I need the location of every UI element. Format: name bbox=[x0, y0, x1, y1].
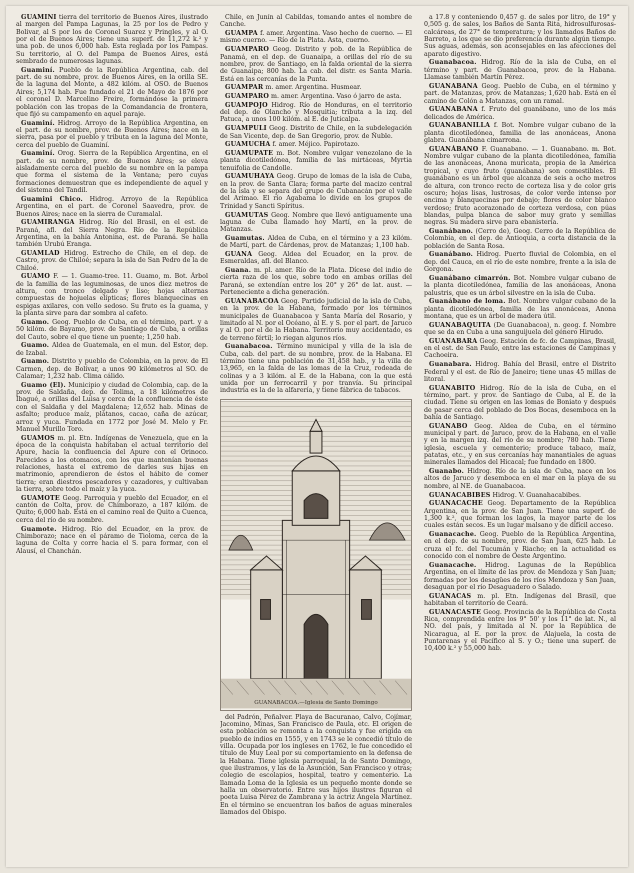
entry-text: Hidrog. Arroyo de la República Argentina, en el part. de Coronel Saavedra, prov. de Buenos Aires; nace en la sierra de Curamalal. bbox=[16, 195, 208, 218]
entry-headword: GUAMPOJO bbox=[225, 101, 268, 109]
entry-headword: GUANABANA bbox=[429, 106, 478, 114]
entry-text: Geog. Pueblo de la República Argentina, en el dep. de su nombre, prov. de San Juan, 625 hab. Le cruza el fc. del Tucumán y Riacho; en la actualidad es conocido con el nombre de Oeste Argentino. bbox=[424, 531, 616, 561]
dictionary-entry bbox=[424, 609, 616, 653]
dictionary-entry bbox=[16, 219, 208, 248]
entry-headword: GUANABANILLA bbox=[429, 122, 491, 130]
entry-headword: GUAMOTE bbox=[21, 494, 60, 502]
dictionary-entry bbox=[16, 435, 208, 494]
dictionary-entry bbox=[424, 385, 616, 422]
dictionary-entry bbox=[424, 361, 616, 383]
dictionary-entry bbox=[424, 593, 616, 608]
entry-text: Geog. Pueblo de Cuba, en el término y part. de Matanzas, prov. de Matanzas; 1,620 hab. Está en el camino de Colón a Matanzas, con un ramal. bbox=[424, 82, 616, 105]
entry-text: Hidrog. Río de la isla de Cuba, en el término, part. y prov. de Santiago de Cuba, al E. de la ciudad. Tiene su origen en las lomas de Boniato y después de pasar cerca del poblado de Dos Bocas, desemboca en la bahía de Santiago. bbox=[424, 384, 616, 421]
entry-text: Hidrog. Río del Brasil, en el est. de Paraná, afl. del Sierra Negra. Río de la República Argentina, en la bahía Antonina, est. de Paraná. Se halla también Urubú Eranga. bbox=[16, 219, 208, 249]
dictionary-entry bbox=[424, 146, 616, 227]
dictionary-entry bbox=[16, 319, 208, 341]
entry-headword: Guanabacoa. bbox=[429, 59, 477, 67]
entry-text: Distrito y pueblo de Colombia, en la prov. de El Carmen, dep. de Bolívar, a unos 90 kilómetros al SO. de Calamar; 1,232 hab. Clima cálido. bbox=[16, 358, 208, 381]
entry-text: Geog. Pueblo de Cuba, en el término, part. y a 50 kilóm. de Bayamo, prov. de Santiago de Cuba, a orillas del Cauto, sobre el que tiene un puente; 1,250 hab. bbox=[16, 318, 208, 341]
entry-text: m. pl. amer. Río de la Plata. Dícese del indio de cierta raza de los que, sobre todo en ambas orillas del Paraná, se extendían entre los 20° y 26° de lat. aust. — Perteneciente a dicha generación. bbox=[220, 267, 412, 297]
entry-text: m. Bot. Nombre vulgar venezolano de la planta dicotiledónea, familia de las mirtáceas, Myrtia tenuifolia de Candolle. bbox=[220, 149, 412, 172]
entry-headword: GUAMUPATE bbox=[225, 149, 274, 157]
entry-text: Geog. Departamento de la República Argentina, en la prov. de San Juan. Tiene una superf. de 1,300 k.², que forman los lagos, la mayor parte de los cuales están secos. Es un lugar malsano y de difícil acceso. bbox=[424, 500, 616, 530]
entry-headword: GUAMPARO bbox=[225, 46, 270, 54]
dictionary-entry bbox=[220, 14, 412, 29]
entry-text: Hidrog. Arroyo de la República Argentina, en el part. de su nombre, prov. de Buenos Aires; nace en la sierra, pasa por el pueblo y tributa en la laguna del Monte, cerca del pueblo de Guaminí. bbox=[16, 119, 208, 149]
dictionary-entry bbox=[424, 275, 616, 297]
entry-headword: GUAMLAD bbox=[21, 250, 60, 257]
entry-headword: GUAMIRANGA bbox=[21, 219, 75, 227]
dictionary-entry bbox=[220, 30, 412, 45]
dictionary-entry bbox=[16, 14, 208, 65]
dictionary-entry bbox=[424, 500, 616, 529]
dictionary-entry bbox=[424, 83, 616, 105]
entry-text: Municipio y ciudad de Colombia, cap. de la prov. de Saldaña, dep. de Tolima, a 18 kilómetros de Ibagué, a orillas del Luisa y cerca de la confluencia de éste con el Saldaña y del Magdalena; 12,652 hab. Minas de asfalto; produce maíz, plátanos, cacao, caña de azúcar, arroz y yuca. Fundada en 1772 por José M. Melo y Fr. Manuel Murillo Toro. bbox=[16, 381, 208, 433]
entry-text: Hidrog. Lagunas de la República Argentina, en el límite de las prov. de Mendoza y San Juan; formadas por los desagües de los ríos Mendoza y San Juan, desaguan por el río Desaguadero o Salado. bbox=[424, 561, 616, 591]
entry-text: Hidrog. Estrecho de Chile, en el dep. de Castro, prov. de Chiloé; separa la isla de San Pedro de la de Chiloé. bbox=[16, 250, 208, 272]
entry-headword: Guamo (El). bbox=[21, 381, 66, 389]
dictionary-entry bbox=[16, 250, 208, 272]
dictionary-entry bbox=[424, 492, 616, 499]
entry-headword: Guanacache. bbox=[429, 561, 477, 569]
illustration-caption: GUANABACOA.—Iglesia de Santo Domingo bbox=[254, 700, 378, 707]
entry-text: F. — 1. Guamo-tree. 11. Guamo, m. Bot. Árbol de la familia de las leguminosas, de unos diez metros de altura, con tronco delgado y liso; hojas alternas compuestas de hojuelas elípticas; flores blanquecinas en espigas axilares, con vello sedoso. Su fruto es la guama, y la planta sirve para dar sombra al cafeto. bbox=[16, 273, 208, 318]
entry-text: f. amer. Méjico. Papirotazo. bbox=[272, 141, 360, 149]
entry-headword: GUAMO bbox=[21, 273, 51, 281]
entry-headword: GUANACACHE bbox=[429, 500, 483, 508]
entry-headword: GUAMINÍ bbox=[21, 14, 57, 21]
dictionary-entry bbox=[220, 714, 412, 817]
entry-headword: Guaminí. bbox=[21, 119, 55, 127]
dictionary-entry bbox=[16, 196, 208, 218]
entry-text: Geog. Parroquia y pueblo del Ecuador, en el cantón de Colta, prov. de Chimborazo, a 187 kilóm. de Quito; 6,000 hab. Está en el camino real de Quito a Cuenca, cerca del río de su nombre. bbox=[16, 494, 208, 524]
dictionary-entry bbox=[220, 343, 412, 394]
dictionary-entry bbox=[16, 120, 208, 149]
entry-headword: GUANABO bbox=[429, 422, 468, 430]
entry-text: del Padrón, Peñalver. Playa de Bacuranao, Calvo, Cojímar, Jacomino, Minas, San Francisco de Paula, etc. El origen de esta población se remonta a la conquista y fue erigida en pueblo de indios en 1555, y en 1743 se le concedió título de villa. Ocupada por los ingleses en 1762, le fue concedido el título de Muy Leal por su comportamiento en la defensa de la Habana. Tiene iglesia parroquial, la de Santo Domingo, que ilustramos, y las de la Asunción, San Francisco y otras; colegio de escolapios, hospital, teatro y cementerio. La llamada Loma de la Iglesia es un pequeño monte donde se halla un observatorio. Entre sus hijos ilustres figuran el poeta Luisa Pérez de Zambrana y la actriz Ángela Martínez. En el término se encuentran los baños de aguas minerales llamados del Obispo. bbox=[220, 713, 412, 817]
entry-headword: GUANABAQUITA bbox=[429, 321, 491, 329]
entry-headword: GUAMPAR bbox=[225, 84, 264, 92]
entry-headword: GUANACABIBES bbox=[429, 491, 491, 499]
dictionary-entry bbox=[16, 526, 208, 555]
dictionary-entry bbox=[16, 150, 208, 194]
entry-headword: GUAMPA bbox=[225, 30, 258, 38]
entry-text: Aldea de Guatemala, en el mun. del Estor, dep. de Izabal. bbox=[16, 342, 208, 357]
column-1 bbox=[16, 14, 208, 857]
dictionary-entry bbox=[220, 298, 412, 342]
entry-headword: Guana. bbox=[225, 267, 252, 275]
entry-headword: Guanabo. bbox=[429, 468, 464, 476]
dictionary-entry bbox=[424, 251, 616, 273]
entry-headword: Guamutas. bbox=[225, 234, 265, 242]
entry-text: F. Guanabano. — 1. Guanabano. m. Bot. Nombre vulgar cubano de la planta dicotiledónea, familia de las anonáceas, Anona muricata, propia de la América tropical, y cuyo fruto (guanábana) son comestibles. El guanábano es un árbol que alcanza de seis a ocho metros de altura, con tronco recto de corteza lisa y de color gris oscuro; hojas lisas, lustrosas, de color verde intenso por encima y blanquecinas por debajo; flores de color blanco verdoso; fruto acorazonado de corteza verdosa, con púas blandas, pulpa blanca de sabor muy grato y semillas negras. Su madera sirve para ebanistería. bbox=[424, 145, 616, 227]
dictionary-entry bbox=[220, 173, 412, 210]
entry-text: m. amer. Argentina. Vaso ó jarro de asta. bbox=[271, 93, 402, 100]
entry-headword: GUANACAS bbox=[429, 592, 472, 600]
entry-text: Término municipal y villa de la isla de Cuba, cab. del part. de su nombre, prov. de la Habana. El término tiene una población de 31,458 hab., y la villa de 13,965, en la falda de las lomas de la Cruz, rodeada de colinas y a 3 kilóm. al E. de la Habana, con la que está unida por un ferrocarril y por tranvía. Su principal industria es la de la alfarería, y tiene fábrica de tabacos. bbox=[220, 343, 412, 395]
dictionary-entry bbox=[220, 150, 412, 172]
entry-text: Hidrog. Puerto fluvial de Colombia, en el dep. del Cauca, en el río de este nombre, frente a la isla de Gorgona. bbox=[424, 251, 616, 274]
entry-headword: GUANÁBANO bbox=[429, 145, 479, 153]
dictionary-entry bbox=[220, 141, 412, 148]
entry-text: m. pl. Etn. Indígenas del Brasil, que habitaban el territorio de Ceará. bbox=[424, 592, 616, 607]
entry-text: (De Guanabacoa), n. geog. f. Nombre que se da en Cuba a una sanguijuela del género Hirudo. bbox=[424, 321, 616, 336]
entry-text: Geog. Aldea del Ecuador, en la prov. de Esmeraldas, afl. del Blanco. bbox=[220, 251, 412, 266]
entry-text: Geog. Grupo de lomas de la isla de Cuba, en la prov. de Santa Clara; forma parte del macizo central de la isla y se separa del grupo de Cubanacán por el valle del Arimao. El río Agabama lo divide en los grupos de Trinidad y Sancti Spíritus. bbox=[220, 173, 412, 210]
column-2 bbox=[220, 14, 412, 857]
dictionary-entry bbox=[220, 251, 412, 266]
entry-headword: Guanabara. bbox=[429, 361, 472, 369]
entry-headword: Guanabacoa. bbox=[225, 343, 273, 351]
entry-text: Geog. Partido judicial de la isla de Cuba, en la prov. de la Habana, formado por los términos municipales de Guanabacoa y Santa María del Rosario, y limitado al N. por el Océano, al E. y S. por el part. de Jaruco y al O. por el de la Habana. Territorio muy accidentado, es de terreno fértil; lo riegan algunos ríos. bbox=[220, 297, 412, 342]
entry-headword: Guanábano cimarrón. bbox=[429, 274, 511, 282]
entry-text: Chile, en Junín al Cabildas, tomando antes el nombre de Canche. bbox=[220, 14, 412, 29]
entry-text: Hidrog. Río de la isla de Cuba, en el término y part. de Guanabacoa, prov. de la Habana. Llamase también Martín Pérez. bbox=[424, 59, 616, 82]
entry-headword: Guanábano. bbox=[429, 227, 474, 235]
entry-headword: Guanacache. bbox=[429, 531, 477, 539]
entry-headword: Guamote. bbox=[21, 525, 57, 533]
entry-text: Aldea de Cuba, en el término y a 23 kilóm. de Martí, part. de Cárdenas, prov. de Matanzas; 1,100 hab. bbox=[220, 234, 412, 250]
entry-text: m. amer. Argentina. Husmear. bbox=[265, 84, 362, 92]
church-engraving bbox=[221, 400, 411, 710]
entry-text: Orog. Sierra de la República Argentina, en el part. de su nombre, prov. de Buenos Aires; se eleva aisladamente cerca del pueblo de su nombre en la pampa que forma el sistema de la Ventana; pero cuyas formaciones demuestran que es independiente de aquel y del sistema del Tandil. bbox=[16, 150, 208, 195]
dictionary-entry bbox=[424, 338, 616, 360]
entry-text: m. pl. Etn. Indígenas de Venezuela, que en la época de la conquista habitaban el actual territorio del Apure, hacia la confluencia del Apure con el Orinoco. Parecidos a los otomacos, con los que mantenían buenas relaciones, hasta el extremo de darles sus hijas en matrimonio, aprendieron de éstos el hábito de comer tierra; eran diestros pescadores y cazadores, y cultivaban la tierra, sobre todo el maíz y la yuca. bbox=[16, 434, 208, 493]
dictionary-entry bbox=[424, 59, 616, 81]
entry-headword: GUAMPARO bbox=[225, 93, 270, 100]
dictionary-entry bbox=[220, 125, 412, 140]
entry-text: Geog. Distrito y pob. de la República de Panamá, en el dep. de Guanaipa, a orillas del río de su nombre, prov. de Santiago, en la falda oriental de la sierra de Guanaipa; 800 hab. La cab. del distr. es Santa María. Está en las cercanías de la Punta. bbox=[220, 46, 412, 83]
dictionary-entry bbox=[424, 562, 616, 591]
dictionary-entry bbox=[220, 93, 412, 100]
dictionary-entry bbox=[16, 342, 208, 357]
dictionary-entry bbox=[424, 423, 616, 467]
dictionary-entry bbox=[16, 495, 208, 524]
entry-text: Bot. Nombre vulgar cubano de la planta dicotiledónea, familia de las anonáceas, Anona montana, que es un árbol de madera útil. bbox=[424, 298, 616, 320]
dictionary-entry bbox=[16, 273, 208, 317]
dictionary-entry bbox=[424, 14, 616, 58]
dictionary-entry bbox=[16, 382, 208, 433]
dictionary-entry bbox=[220, 84, 412, 91]
entry-text: Geog. Nombre que llevó antiguamente una laguna de Cuba llamado hoy Martí, en la prov. de Matanzas. bbox=[220, 211, 412, 234]
dictionary-entry bbox=[16, 358, 208, 380]
entry-headword: GUAMUHAYA bbox=[225, 173, 275, 181]
entry-headword: GUANA bbox=[225, 251, 253, 258]
entry-headword: GUANABITO bbox=[429, 384, 476, 392]
dictionary-entry bbox=[220, 235, 412, 250]
entry-text: f. Fruto del guanábano, uno de los más delicados de América. bbox=[424, 106, 616, 121]
entry-text: tierra del territorio de Buenos Aires, ilustrado al margen del Pampa Lagunas, la 25 por los de Pedro y Bolivar, al S por los de Coronel Suarez y Pringles, y al O. por el de Buenos Aires; tiene una superf. de 11,272 k.² y una pob. de unos 6,000 hab. Esta reglada por los Pampas. Su territorio, al O. del Pampa de Buenos Aires, está sembrado de numerosas lagunas. bbox=[16, 14, 208, 66]
encyclopedia-page bbox=[6, 6, 628, 867]
entry-headword: GUANABACOA bbox=[225, 297, 279, 305]
entry-text: Geog. Estación de fc. de Campinas, Brasil, en el est. de San Paulo, entre las estaciones de Campinas y Cachoeira. bbox=[424, 337, 616, 360]
entry-text: Hidrog. V. Guanahacabibes. bbox=[492, 491, 582, 499]
entry-text: Hidrog. Río de la isla de Cuba, nace en los altos de Jaruco y desemboca en el mar en la playa de su nombre, al NE. de Guanabacoa. bbox=[424, 468, 616, 490]
entry-headword: GUANABARA bbox=[429, 337, 478, 345]
column-3 bbox=[424, 14, 616, 857]
dictionary-entry bbox=[424, 468, 616, 490]
entry-text: Hidrog. Río de Honduras, en el territorio del dep. de Olancho y Mosquitia; tributa a la izq. del Patuca, a unos 100 kilóm. al E. de Juticalpa. bbox=[220, 101, 412, 124]
entry-text: Hidrog. Río del Ecuador, en la prov. de Chimborazo; nace en el páramo de Tioloma, cerca de la laguna de Colta y corre hacia el S. para formar, con el Alausí, el Chanchán. bbox=[16, 525, 208, 555]
entry-headword: Guamini Chico. bbox=[21, 195, 83, 203]
entry-headword: GUAMPULI bbox=[225, 125, 267, 133]
dictionary-entry bbox=[220, 267, 412, 296]
entry-headword: Guaminí. bbox=[21, 66, 55, 74]
entry-headword: Guanábano de loma. bbox=[429, 298, 506, 306]
entry-text: Pueblo de la República Argentina, cab. del part. de su nombre, prov. de Buenos Aires, en la orilla SE. de la laguna del Monte, a 482 kilóm. al OSO. de Buenos Aires; 5,174 hab. Fue fundado el 21 de Mayo de 1876 por el coronel D. Marcelino Freire, formándose la primera población con las tropas de la Comandancia de frontera, que fijó su campamento en aquel paraje. bbox=[16, 66, 208, 118]
dictionary-entry bbox=[220, 102, 412, 124]
dictionary-entry bbox=[424, 322, 616, 337]
church-illustration bbox=[220, 399, 412, 711]
entry-headword: Guamo. bbox=[21, 318, 50, 326]
dictionary-entry bbox=[424, 122, 616, 144]
dictionary-entry bbox=[220, 46, 412, 83]
dictionary-entry bbox=[220, 212, 412, 234]
dictionary-entry bbox=[16, 67, 208, 118]
entry-headword: Guamo. bbox=[21, 358, 50, 366]
entry-text: f. Bot. Nombre vulgar cubano de la planta dicotiledónea, familia de las anonáceas, Anona glabra. Guanábana cimarrona. bbox=[424, 122, 616, 145]
entry-text: Geog. Aldea de Cuba, en el término municipal y part. de Jaruco, prov. de la Habana, en el valle y en la margen izq. del río de su nombre; 780 hab. Tiene iglesia, escuela y cementerio; produce tabaco, maíz, patatas, etc., y en sus cercanías hay manantiales de aguas minerales llamados del Hicacal; fue fundado en 1800. bbox=[424, 422, 616, 467]
dictionary-entry bbox=[424, 531, 616, 560]
entry-headword: Guamo. bbox=[21, 342, 50, 350]
entry-headword: GUAMUCHA bbox=[225, 141, 271, 149]
dictionary-entry bbox=[424, 106, 616, 121]
entry-text: Bot. Nombre vulgar cubano de la planta dicotiledónea, familia de las anonáceas, Anona palustris, que es un árbol silvestre en la isla de Cuba. bbox=[424, 274, 616, 297]
entry-headword: GUAMUTAS bbox=[225, 211, 269, 219]
entry-text: Geog. Provincia de la República de Costa Rica, comprendida entre los 9° 50' y los 11° de lat. N., al NO. del país, y limitada al N. por la República de Nicaragua, al E. por la prov. de Alajuela, la costa de Puntarenas y el Pacífico al S. y O.; tiene una superf. de 10,400 k.² y 55,000 hab. bbox=[424, 608, 616, 653]
entry-headword: GUANABANA bbox=[429, 82, 478, 90]
entry-headword: Guanábano. bbox=[429, 251, 474, 259]
entry-headword: GUAMOS bbox=[21, 434, 55, 442]
entry-text: a 17.8 y conteniendo 0,457 g. de sales por litro, de 19° y 0,505 g. de sales, los Baños de Santa Rita, hidrosulfurosas-calcáreas, de 27° de temperatura; y los llamados Baños de Barreto, a los que se dio preferencia durante algún tiempo. Sus aguas, además, son aconsejables en las afecciones del aparato digestivo. bbox=[424, 14, 616, 58]
entry-headword: GUANACASTE bbox=[429, 608, 482, 616]
entry-text: f. amer. Argentina. Vaso hecho de cuerno. — El mismo cuerno. — Río de la Plata. Asta, cuerno. bbox=[220, 30, 412, 45]
dictionary-entry bbox=[424, 228, 616, 250]
entry-headword: Guaminí. bbox=[21, 150, 55, 158]
entry-text: Hidrog. Bahía del Brasil, entre el Distrito Federal y el est. de Río de Janeiro; tiene unas 45 millas de litoral. bbox=[424, 361, 616, 383]
entry-text: (Cerro de), Geog. Cerro de la República de Colombia, en el dep. de Antioquia, a corta distancia de la población de Santa Rosa. bbox=[424, 227, 616, 250]
dictionary-entry bbox=[424, 298, 616, 320]
entry-text: Geog. Distrito de Chile, en la subdelegación de San Vicente, dep. de San Gregorio, prov. de Ñuble. bbox=[220, 125, 412, 140]
